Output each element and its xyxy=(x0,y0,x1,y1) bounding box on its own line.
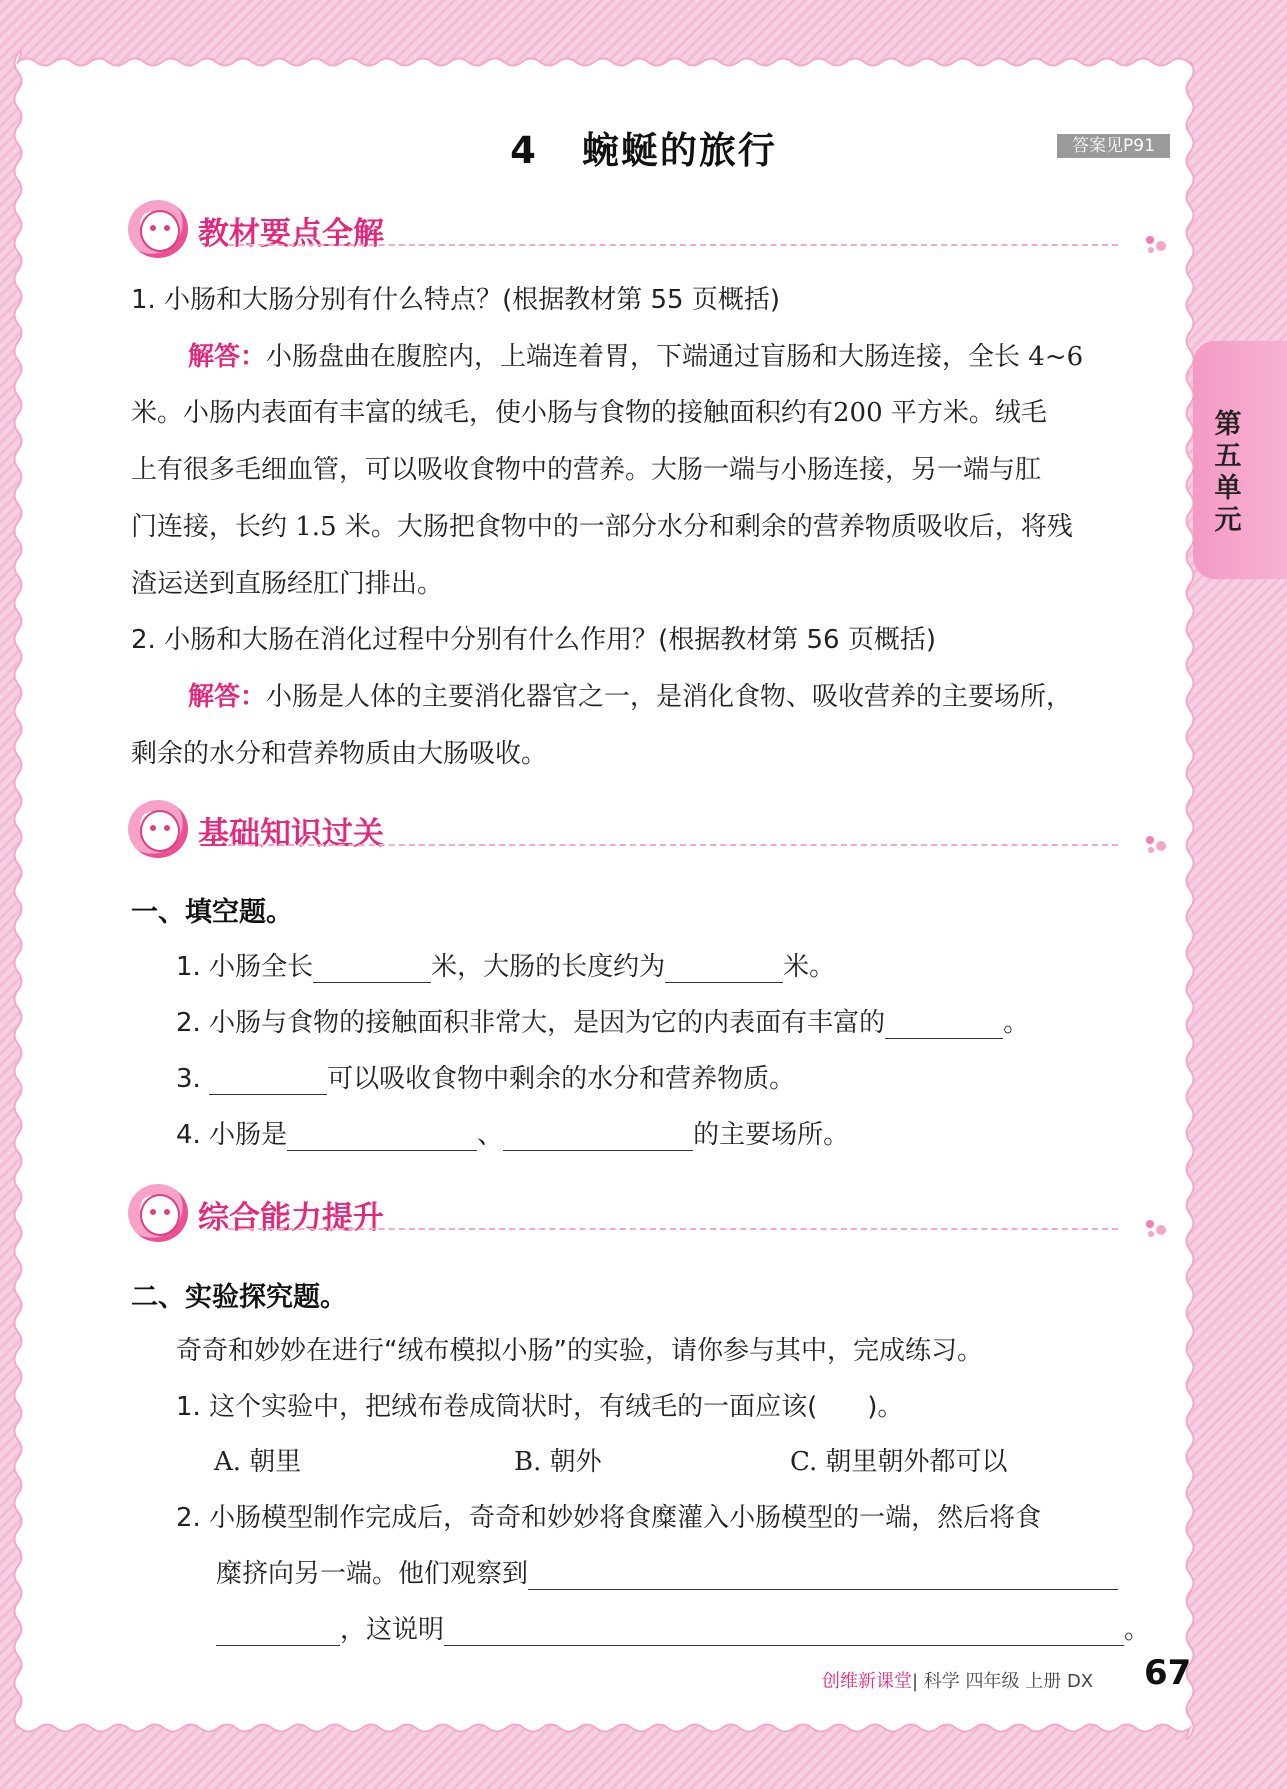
answer-blank[interactable] xyxy=(885,1011,1003,1039)
option-b[interactable]: B. 朝外 xyxy=(514,1447,602,1477)
key-point-question-1: 1. 小肠和大肠分别有什么特点？(根据教材第 55 页概括) xyxy=(131,285,780,315)
section-comprehensive-header xyxy=(128,1184,1168,1242)
answer-blank[interactable] xyxy=(216,1618,340,1646)
option-a[interactable]: A. 朝里 xyxy=(214,1447,302,1477)
answer-reference-badge: 答案见P91 xyxy=(1057,134,1170,158)
answer-label: 解答： xyxy=(188,682,267,712)
page-footer xyxy=(822,1653,1192,1693)
key-point-answer-1-line-2: 米。小肠内表面有丰富的绒毛，使小肠与食物的接触面积约有200 平方米。绒毛 xyxy=(131,398,1047,428)
key-point-answer-1-line-3: 上有很多毛细血管，可以吸收食物中的营养。大肠一端与小肠连接，另一端与肛 xyxy=(131,455,1042,485)
cartoon-face-icon xyxy=(128,800,188,858)
answer-blank[interactable] xyxy=(665,955,783,983)
lesson-title-text: 蜿蜒的旅行 xyxy=(581,129,777,172)
key-point-answer-2-line-1: 解答：小肠是人体的主要消化器官之一，是消化食物、吸收营养的主要场所， xyxy=(188,682,1073,712)
fill-blank-question-3: 3. 可以吸收食物中剩余的水分和营养物质。 xyxy=(176,1064,796,1094)
unit-side-tab xyxy=(1193,341,1287,579)
section-key-points-header xyxy=(128,200,1168,258)
page-number: 67 xyxy=(1144,1653,1192,1693)
answer-blank[interactable] xyxy=(313,955,431,983)
experiment-question-2-line-2: 糜挤向另一端。他们观察到 xyxy=(216,1553,1118,1590)
cartoon-face-icon xyxy=(128,1184,188,1242)
experiment-intro: 奇奇和妙妙在进行“绒布模拟小肠”的实验，请你参与其中，完成练习。 xyxy=(176,1336,983,1366)
decorative-dots-icon xyxy=(1146,236,1168,254)
section-comprehensive-title: 综合能力提升 xyxy=(198,1200,384,1236)
answer-blank[interactable] xyxy=(209,1067,327,1095)
decorative-dots-icon xyxy=(1146,836,1168,854)
fill-blank-question-2: 2. 小肠与食物的接触面积非常大，是因为它的内表面有丰富的 。 xyxy=(176,1008,1030,1038)
answer-label: 解答： xyxy=(188,342,267,372)
cartoon-face-icon xyxy=(128,200,188,258)
section-key-points-title: 教材要点全解 xyxy=(198,216,384,252)
decorative-dots-icon xyxy=(1146,1220,1168,1238)
experiment-heading: 二、实验探究题。 xyxy=(131,1282,347,1313)
answer-blank[interactable] xyxy=(287,1123,477,1151)
fill-blank-question-1: 1. 小肠全长 米，大肠的长度约为 米。 xyxy=(176,952,836,982)
key-point-question-2: 2. 小肠和大肠在消化过程中分别有什么作用？(根据教材第 56 页概括) xyxy=(131,625,936,655)
key-point-answer-2-line-2: 剩余的水分和营养物质由大肠吸收。 xyxy=(131,739,548,769)
experiment-question-2-line-1: 2. 小肠模型制作完成后，奇奇和妙妙将食糜灌入小肠模型的一端，然后将食 xyxy=(176,1503,1042,1533)
answer-blank[interactable] xyxy=(444,1618,1124,1646)
fill-blank-heading: 一、填空题。 xyxy=(131,897,293,928)
experiment-question-1: 1. 这个实验中，把绒布卷成筒状时，有绒毛的一面应该( )。 xyxy=(176,1392,904,1422)
experiment-question-2-line-3: ，这说明 。 xyxy=(216,1609,1150,1646)
key-point-answer-1-line-4: 门连接，长约 1.5 米。大肠把食物中的一部分水分和剩余的营养物质吸收后，将残 xyxy=(131,512,1073,542)
answer-blank[interactable] xyxy=(528,1562,1118,1590)
option-c[interactable]: C. 朝里朝外都可以 xyxy=(790,1447,1008,1477)
answer-blank[interactable] xyxy=(503,1123,693,1151)
section-basic-knowledge-header xyxy=(128,800,1168,858)
unit-side-tab-label: 第五单元 xyxy=(1214,409,1242,536)
footer-info: | 科学 四年级 上册 DX xyxy=(912,1671,1094,1692)
section-basic-knowledge-title: 基础知识过关 xyxy=(198,816,384,852)
key-point-answer-1-line-5: 渣运送到直肠经肛门排出。 xyxy=(131,569,444,599)
fill-blank-question-4: 4. 小肠是 、 的主要场所。 xyxy=(176,1120,850,1150)
footer-brand: 创维新课堂 xyxy=(822,1671,912,1692)
key-point-answer-1-line-1: 解答：小肠盘曲在腹腔内，上端连着胃，下端通过盲肠和大肠连接，全长 4~6 xyxy=(188,342,1084,372)
lesson-number: 4 xyxy=(510,129,538,172)
